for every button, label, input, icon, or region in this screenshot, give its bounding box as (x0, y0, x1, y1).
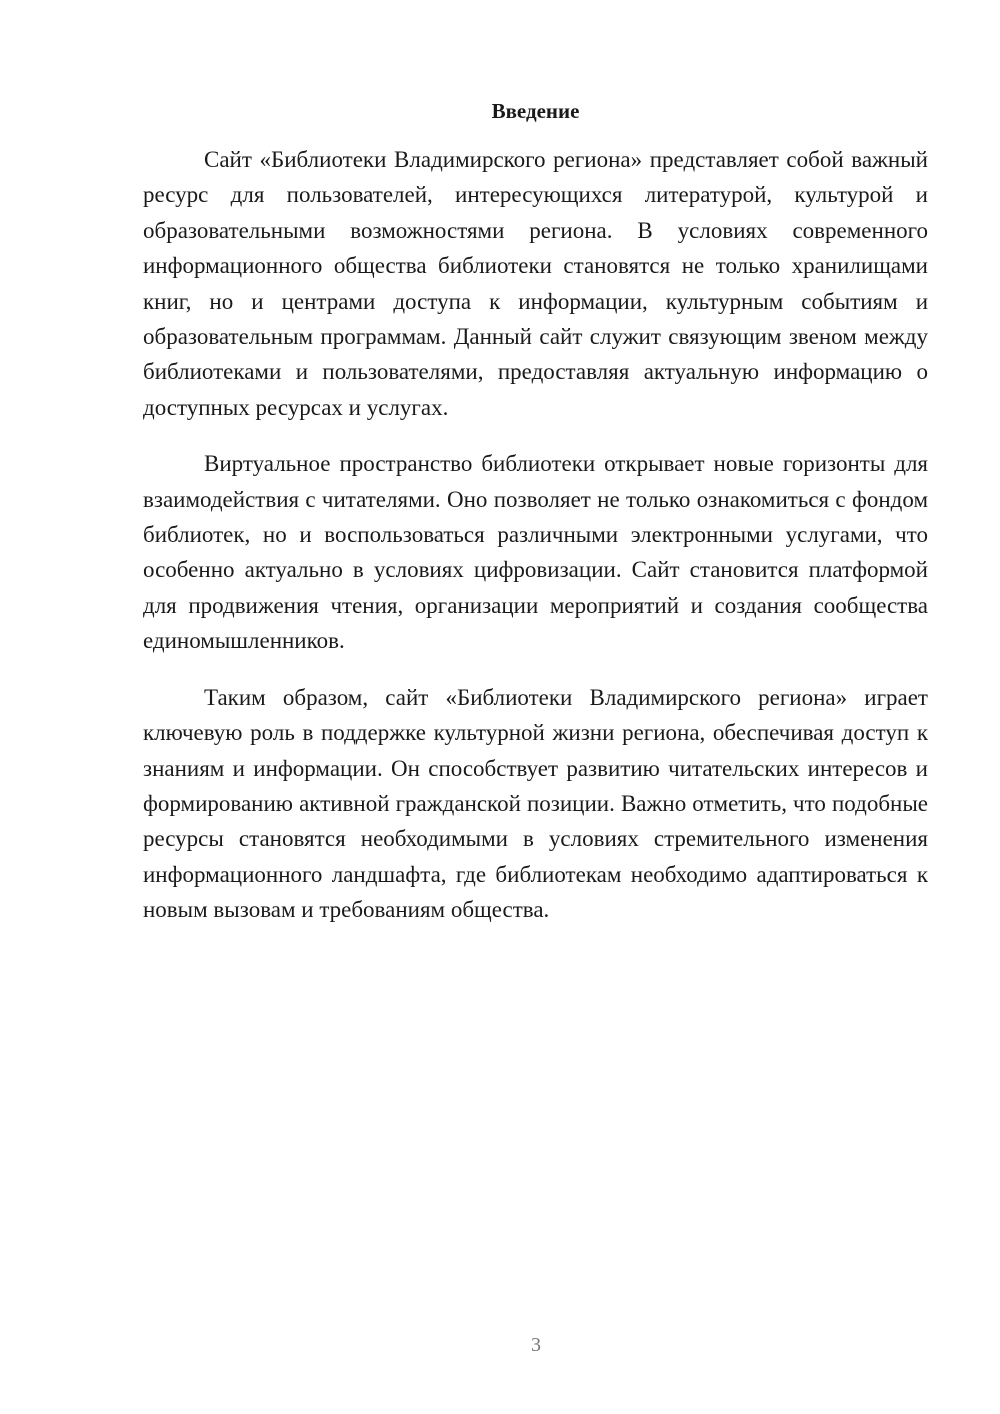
paragraph-3: Таким образом, сайт «Библиотеки Владимирского региона» играет ключевую роль в поддержке культурной жизни региона, обеспечивая доступ к знаниям и информации. Он способствует развитию читательских интересов и формированию активной гражданской позиции. Важно отметить, что подобные ресурсы становятся необходимыми в условиях стремительного изменения информационного ландшафта, где библиотекам необходимо адаптироваться к новым вызовам и требованиям общества. (143, 684, 928, 923)
page-number: 3 (531, 1334, 541, 1356)
paragraph-1: Сайт «Библиотеки Владимирского региона» представляет собой важный ресурс для пользователей, интересующихся литературой, культурой и образовательными возможностями региона. В условиях современного информационного общества библиотеки становятся не только хранилищами книг, но и центрами доступа к информации, культурным событиям и образовательным программам. Данный сайт служит связующим звеном между библиотеками и пользователями, предоставляя актуальную информацию о доступных ресурсах и услугах. (143, 147, 928, 420)
body-text (143, 142, 928, 949)
paragraph-2: Виртуальное пространство библиотеки открывает новые горизонты для взаимодействия с читателями. Оно позволяет не только ознакомиться с фондом библиотек, но и воспользоваться различными электронными услугами, что особенно актуально в условиях цифровизации. Сайт становится платформой для продвижения чтения, организации мероприятий и создания сообщества единомышленников. (143, 451, 928, 654)
page-title: Введение (491, 99, 580, 123)
